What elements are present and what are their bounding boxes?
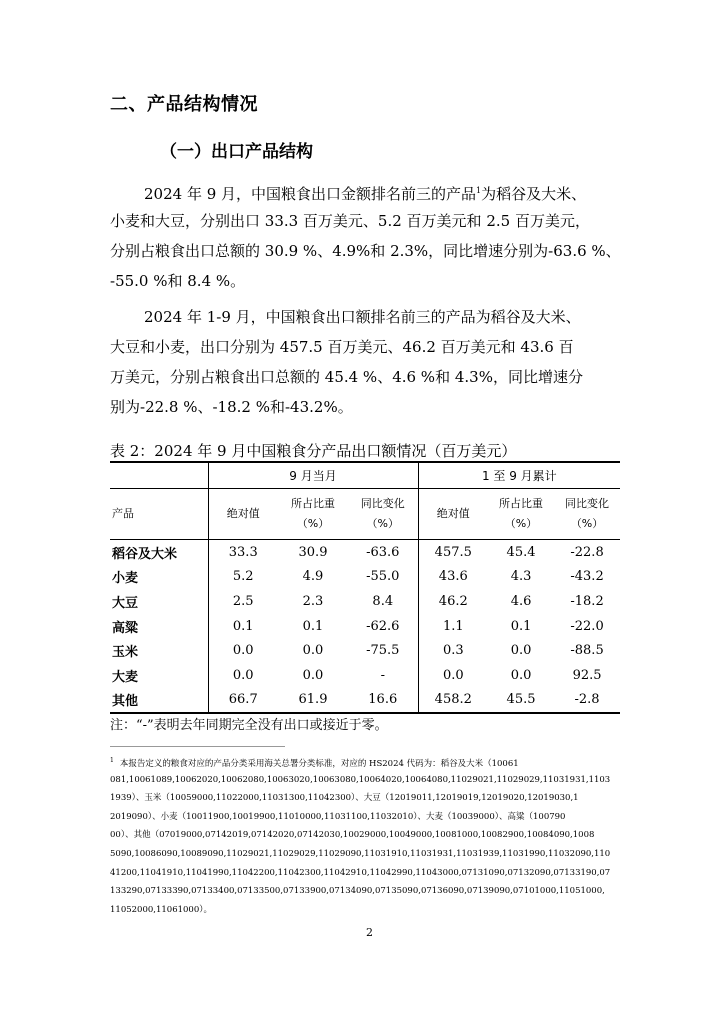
cell-month-yoy: - (380, 667, 385, 683)
table-row (110, 663, 620, 688)
cell-month-share: 61.9 (278, 688, 348, 714)
table-row (110, 688, 620, 714)
table-group-header (110, 462, 620, 489)
footnote-line: 00）、其他（07019000,07142019,07142020,07142030,10029000,10049000,10081000,10082900,10084090,1008 (110, 830, 595, 841)
paragraph-cumulative (110, 302, 620, 422)
cell-month-share: 2.3 (302, 593, 324, 609)
cell-cum-share: 0.0 (510, 667, 532, 683)
cell-month-yoy: -55.0 (366, 569, 400, 585)
cell-product: 大豆 (112, 595, 139, 611)
table-row (110, 638, 620, 663)
export-table (110, 461, 620, 714)
paragraph-line: 分别占粮食出口总额的 30.9 %、4.9%和 2.3%，同比增速分别为-63.6 %、 (110, 242, 621, 260)
column-header-abs: 绝对值 (418, 489, 488, 540)
cell-cum-yoy: -2.8 (554, 688, 620, 714)
footnote-line: 081,10061089,10062020,10062080,10063020,10063080,10064020,10064080,11029021,11029029,11031931,1103 (110, 774, 611, 785)
cell-month-abs: 0.0 (208, 638, 278, 663)
header-text: 所占比重 (291, 497, 335, 510)
paragraph-line: 大豆和小麦，出口分别为 457.5 百万美元、46.2 百万美元和 43.6 百 (110, 338, 574, 356)
group-header-cumulative: 1 至 9 月累计 (418, 462, 620, 489)
table-note: 注：“-”表明去年同期完全没有出口或接近于零。 (110, 718, 388, 733)
paragraph-line: 小麦和大豆，分别出口 33.3 百万美元、5.2 百万美元和 2.5 百万美元， (110, 212, 590, 230)
footnote-line: 5090,10086090,10089090,11029021,11029029,11029090,11031910,11031931,11031939,11031990,11032090,110 (110, 848, 611, 859)
table-row (110, 614, 620, 639)
cell-cum-abs: 457.5 (418, 540, 488, 565)
text-span: 2024 年 9 月，中国粮食出口金额排名前三的产品 (144, 185, 477, 203)
paragraph-line: 万美元，分别占粮食出口总额的 45.4 %、4.6 %和 4.3%，同比增速分 (110, 368, 583, 386)
cell-cum-abs: 1.1 (418, 614, 488, 639)
cell-cum-yoy: 92.5 (572, 667, 602, 683)
section-heading: 二、产品结构情况 (110, 94, 258, 115)
cell-month-share: 0.0 (302, 667, 324, 683)
cell-month-yoy: -63.6 (366, 544, 400, 560)
paragraph-line (110, 176, 620, 206)
cell-month-yoy: 16.6 (348, 688, 418, 714)
column-header-abs: 绝对值 (208, 489, 278, 540)
cell-month-abs: 0.0 (208, 663, 278, 688)
table-caption: 表 2：2024 年 9 月中国粮食分产品出口额情况（百万美元） (110, 442, 517, 460)
cell-month-abs: 66.7 (208, 688, 278, 714)
footnote (110, 752, 620, 919)
footnote-divider (110, 746, 285, 747)
column-header-yoy (554, 489, 620, 540)
column-header-yoy (348, 489, 418, 540)
header-text: 所占比重 (499, 497, 544, 510)
cell-cum-share: 45.4 (506, 544, 536, 560)
paragraph-line: 别为-22.8 %、-18.2 %和-43.2%。 (110, 398, 353, 416)
text-span: 本报告定义的粮食对应的产品分类采用海关总署分类标准，对应的 HS2024 代码为：稻谷及大米（10061 (119, 758, 519, 769)
cell-month-yoy: -75.5 (366, 643, 400, 659)
paragraph-line: -55.0 %和 8.4 %。 (110, 272, 246, 290)
cell-cum-share: 4.6 (510, 593, 532, 609)
paragraph-line: 2024 年 1-9 月，中国粮食出口额排名前三的产品为稻谷及大米、 (144, 308, 581, 326)
cell-cum-abs: 0.3 (418, 638, 488, 663)
cell-month-share: 4.9 (302, 569, 324, 585)
table-header-empty (110, 462, 208, 489)
header-unit: （%） (570, 517, 604, 530)
header-unit: （%） (504, 517, 538, 530)
cell-product: 小麦 (112, 571, 139, 587)
cell-cum-share: 4.3 (510, 569, 532, 585)
column-header-share (488, 489, 554, 540)
footnote-line: 11052000,11061000）。 (110, 904, 212, 915)
group-header-september: 9 月当月 (208, 462, 418, 489)
cell-cum-abs: 0.0 (418, 663, 488, 688)
cell-cum-abs: 458.2 (418, 688, 488, 714)
paragraph-monthly (110, 176, 620, 296)
text-span: 为稻谷及大米、 (481, 185, 587, 203)
column-header-product: 产品 (110, 489, 208, 540)
header-unit: （%） (366, 517, 399, 530)
table-column-header (110, 489, 620, 540)
header-text: 同比变化 (360, 497, 405, 510)
cell-cum-yoy: -22.8 (570, 544, 604, 560)
cell-month-share: 0.1 (302, 618, 324, 634)
footnote-line: 2019090）、小麦（10011900,10019900,11010000,11031100,11032010）、大麦（10039000）、高粱（100790 (110, 811, 566, 822)
cell-product: 其他 (110, 688, 208, 714)
cell-month-abs: 5.2 (208, 565, 278, 590)
cell-month-yoy: -62.6 (366, 618, 400, 634)
table-row (110, 565, 620, 590)
cell-cum-yoy: -43.2 (570, 569, 604, 585)
cell-cum-share: 0.1 (510, 618, 532, 634)
table-row (110, 540, 620, 565)
cell-month-abs: 0.1 (208, 614, 278, 639)
cell-product: 玉米 (112, 645, 139, 661)
footnote-marker: 1 (110, 757, 114, 764)
cell-cum-share: 45.5 (488, 688, 554, 714)
footnote-ref[interactable]: 1 (476, 186, 482, 195)
footnote-line: 41200,11041910,11041990,11042200,11042300,11042910,11042990,11043000,07131090,07132090,07133190,07 (110, 867, 611, 878)
cell-month-share: 0.0 (302, 643, 324, 659)
page-number: 2 (366, 926, 373, 939)
table-row (110, 589, 620, 614)
cell-product: 高粱 (112, 620, 139, 636)
cell-cum-yoy: -88.5 (570, 643, 604, 659)
cell-month-yoy: 8.4 (372, 593, 394, 609)
footnote-line: 1939）、玉米（10059000,11022000,11031300,11042300）、大豆（12019011,12019019,12019020,12019030,1 (110, 793, 579, 804)
cell-month-abs: 2.5 (208, 589, 278, 614)
cell-cum-abs: 43.6 (418, 565, 488, 590)
cell-product: 稻谷及大米 (112, 546, 178, 562)
cell-month-share: 30.9 (298, 544, 328, 560)
cell-cum-yoy: -22.0 (570, 618, 604, 634)
header-text: 同比变化 (565, 497, 610, 510)
cell-month-abs: 33.3 (208, 540, 278, 565)
cell-cum-yoy: -18.2 (570, 593, 604, 609)
cell-cum-share: 0.0 (510, 643, 532, 659)
header-unit: （%） (296, 517, 330, 530)
footnote-line: 133290,07133390,07133400,07133500,07133900,07134090,07135090,07136090,07139090,07101000,11051000, (110, 886, 605, 897)
footnote-line (110, 752, 620, 771)
cell-cum-abs: 46.2 (418, 589, 488, 614)
subsection-heading: （一）出口产品结构 (160, 142, 313, 162)
column-header-share (278, 489, 348, 540)
cell-product: 大麦 (112, 669, 139, 685)
